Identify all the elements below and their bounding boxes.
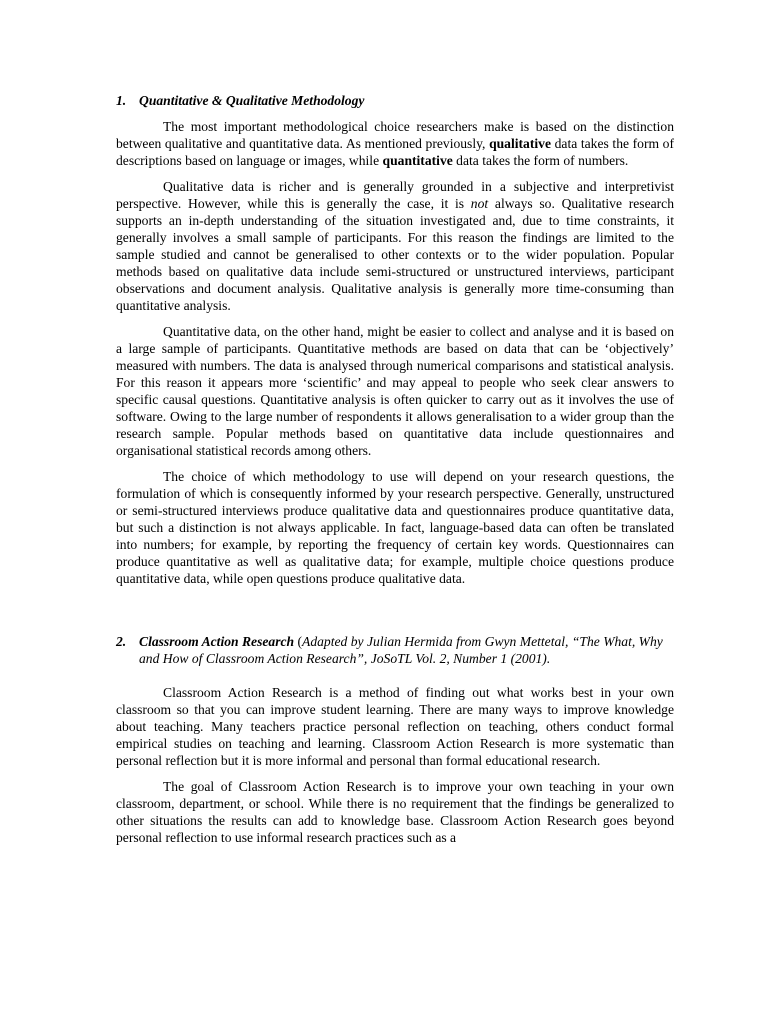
document-page (116, 92, 674, 855)
text-run: The most important methodological choice researchers make is based on the distinction between qualitative and quantitative data. As mentioned previously, (116, 119, 674, 151)
text-run: data takes the form of numbers. (452, 153, 629, 168)
section-1-paragraph-4: The choice of which methodology to use will depend on your research questions, the formulation of which is consequently informed by your research perspective. Generally, unstructured or semi-structured interviews produce qualitative data and questionnaires produce quantitative data, but such a distinction is not always applicable. In fact, language-based data can often be translated into numbers; for example, by reporting the frequency of certain key words. Questionnaires can produce quantitative as well as qualitative data; for example, multiple choice questions produce quantitative data, while open questions produce qualitative data. (116, 469, 674, 586)
section-2-number: 2. (116, 634, 127, 649)
section-1-paragraph-1 (116, 118, 674, 169)
spacer (116, 596, 674, 633)
italic-emphasis-not: not (470, 196, 489, 211)
text-run: data takes the form of descriptions based on language or images, while (116, 136, 674, 168)
section-2-heading-body (139, 633, 674, 667)
text-run: Qualitative data is richer and is generally grounded in a subjective and interpretivist perspective. However, while this is generally the case, it is (116, 179, 674, 211)
section-2-title: Classroom Action Research (139, 634, 295, 649)
section-1-title: Quantitative & Qualitative Methodology (139, 93, 365, 108)
spacer (116, 667, 674, 684)
text-run: always so. Qualitative research supports an in-depth understanding of the situation investigated and, due to time constraints, it generally involves a small sample of participants. For this reason the findings are limited to the sample studied and cannot be generalised to other contexts or to the wider population. Popular methods based on qualitative data include semi-structured or unstructured interviews, participant observations and document analysis. Qualitative analysis is generally more time-consuming than quantitative analysis. (116, 196, 675, 313)
section-2-paragraph-2: The goal of Classroom Action Research is to improve your own teaching in your own classroom, department, or school. While there is no requirement that the findings be generalized to other situations the results can add to knowledge base. Classroom Action Research goes beyond personal reflection to use informal research practices such as a (116, 779, 674, 845)
section-2-heading (116, 633, 674, 667)
section-1-paragraph-2 (116, 178, 674, 314)
bold-term-quantitative: quantitative (382, 153, 453, 168)
section-2-paren: ( (294, 634, 303, 649)
section-1-heading (116, 92, 674, 109)
bold-term-qualitative: qualitative (489, 136, 551, 151)
section-2-source-note: Adapted by Julian Hermida from Gwyn Mettetal, “The What, Why and How of Classroom Action Research”, JoSoTL Vol. 2, Number 1 (2001). (139, 634, 663, 666)
section-1-paragraph-3: Quantitative data, on the other hand, might be easier to collect and analyse and it is based on a large sample of participants. Quantitative methods are based on data that can be ‘objectively’ measured with numbers. The data is analysed through numerical comparisons and statistical analysis. For this reason it appears more ‘scientific’ and may appeal to people who seek clear answers to specific causal questions. Quantitative analysis is often quicker to carry out as it involves the use of software. Owing to the large number of respondents it allows generalisation to a wider group than the research sample. Popular methods based on quantitative data include questionnaires and organisational statistical records among others. (116, 324, 674, 458)
section-2-paragraph-1: Classroom Action Research is a method of finding out what works best in your own classroom so that you can improve student learning. There are many ways to improve knowledge about teaching. Many teachers practice personal reflection on teaching, others conduct formal empirical studies on teaching and learning. Classroom Action Research is more systematic than personal reflection but it is more informal and personal than formal educational research. (116, 685, 674, 768)
section-1-number: 1. (116, 93, 127, 108)
